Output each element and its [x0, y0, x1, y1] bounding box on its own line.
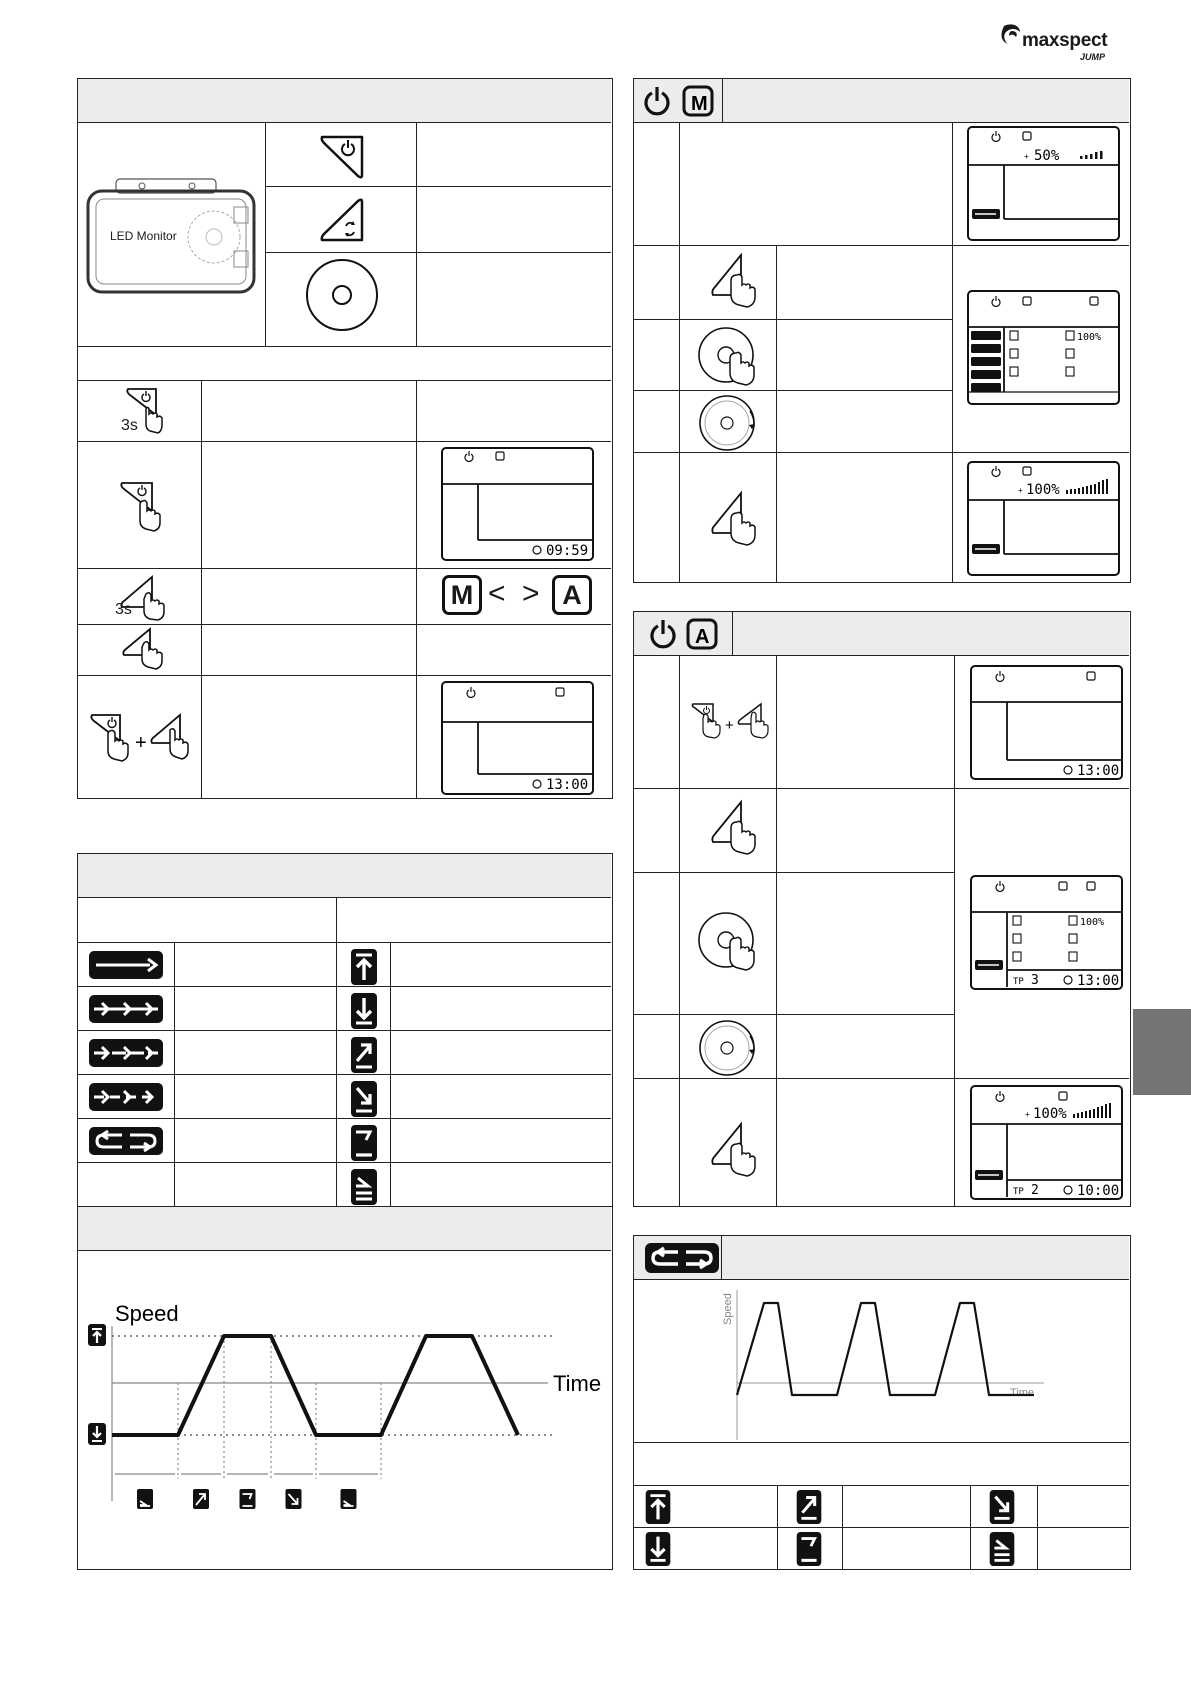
auto-mode-press-2-icon: [707, 1120, 761, 1182]
speed-min-marker-icon: [88, 1423, 106, 1445]
brand-logo: [998, 22, 1123, 70]
manual-mode-panel: [633, 78, 1131, 583]
svg-text:+: +: [1024, 152, 1029, 161]
auto-dial-press-icon: [698, 910, 758, 972]
svg-text:+: +: [135, 732, 147, 754]
lcd-b-time: 13:00: [546, 777, 589, 793]
auto-header-icons: [648, 617, 728, 651]
manual-mode-icon: M: [442, 575, 482, 615]
wave-flow-icon-3: [88, 1082, 164, 1112]
svg-text:+: +: [1025, 1110, 1030, 1119]
speed-chart: [78, 1251, 611, 1567]
toggle-left-arrow: <: [488, 577, 506, 610]
speed-phase-brackets: [115, 1474, 378, 1509]
min-speed-icon: [350, 992, 378, 1030]
lcd-auto-100: [969, 1084, 1124, 1201]
pulse-hold-high-icon: [795, 1531, 823, 1567]
speed-chart-xlabel: Time: [553, 1371, 602, 1396]
speed-phase-icon: [240, 1489, 256, 1509]
lcd-auto-menu-value: 100%: [1080, 917, 1105, 928]
lcd-auto-100-tp-label: TP: [1013, 1187, 1024, 1197]
auto-power-plus-mode-icon: [689, 700, 769, 748]
max-speed-icon: [350, 948, 378, 986]
speed-phase-icon: [137, 1489, 153, 1509]
power-hold-3s-icon: [118, 385, 168, 437]
mode-hold-3s-icon: [116, 573, 166, 623]
power-button-icon: [318, 131, 366, 181]
lcd-auto-menu-time: 13:00: [1077, 973, 1120, 989]
lcd-auto-100-tp: 2: [1031, 1183, 1039, 1198]
mode-press-icon: [120, 627, 166, 673]
auto-mode-icon: A: [552, 575, 592, 615]
lcd-manual-100-level: 100%: [1026, 482, 1060, 498]
power-plus-mode-icon: [88, 711, 192, 769]
pulse-hold-low-icon: [988, 1531, 1016, 1567]
ramp-down-icon: [350, 1080, 378, 1118]
svg-text:A: A: [695, 626, 710, 648]
pulse-chart-xlabel: Time: [1010, 1387, 1035, 1399]
speed-chart-header: [78, 1207, 611, 1251]
controller-panel: [77, 78, 613, 799]
lcd-screen-a: [440, 446, 595, 562]
lcd-auto-1: [969, 664, 1124, 781]
auto-mode-press-icon: [707, 798, 761, 860]
controller-panel-header: [78, 79, 611, 123]
lcd-manual-50-level: 50%: [1034, 148, 1060, 164]
manual-mode-press-icon: [707, 251, 761, 313]
lcd-a-time: 09:59: [546, 543, 589, 559]
pulse-ramp-down-icon: [988, 1489, 1016, 1525]
lcd-auto-1-time: 13:00: [1077, 763, 1120, 779]
pulse-header-icon: [644, 1242, 720, 1274]
constant-flow-icon: [88, 950, 164, 980]
lcd-manual-100: [966, 460, 1121, 577]
legend-panel: [77, 853, 613, 1217]
speed-phase-icon: [286, 1489, 302, 1509]
hold-high-icon: [350, 1124, 378, 1162]
lcd-manual-menu: [966, 289, 1121, 406]
pulse-series-line: [737, 1303, 1034, 1395]
manual-dial-rotate-icon: [697, 393, 757, 453]
product-name: JUMP: [1080, 52, 1106, 62]
lcd-auto-100-level: 100%: [1033, 1106, 1067, 1122]
manual-header-icons: [642, 84, 722, 118]
pulse-mode-panel: [633, 1235, 1131, 1570]
speed-chart-ylabel: Speed: [115, 1301, 179, 1326]
pulse-min-speed-icon: [644, 1531, 672, 1567]
auto-dial-rotate-icon: [697, 1018, 757, 1078]
mode-toggle-graphic: [442, 575, 602, 619]
hold-3s-label: 3s: [121, 417, 138, 434]
pulse-ramp-up-icon: [795, 1489, 823, 1525]
side-tab-marker: [1133, 1009, 1191, 1095]
lcd-screen-b: [440, 680, 595, 796]
pulse-max-speed-icon: [644, 1489, 672, 1525]
speed-phase-icon: [193, 1489, 209, 1509]
logo-mark-icon: [998, 22, 1024, 52]
pulse-chart-ylabel: Speed: [722, 1293, 734, 1325]
wave-flow-icon-2: [88, 1038, 164, 1068]
led-monitor-image: [86, 177, 251, 292]
svg-text:M: M: [691, 93, 708, 115]
svg-text:+: +: [725, 717, 734, 734]
lcd-auto-100-time: 10:00: [1077, 1183, 1120, 1199]
lcd-auto-menu: [969, 874, 1124, 991]
manual-mode-press-2-icon: [707, 489, 761, 551]
led-monitor-label: LED Monitor: [110, 229, 177, 243]
power-press-icon: [116, 479, 166, 537]
lcd-manual-50: [966, 125, 1121, 242]
auto-mode-panel: [633, 611, 1131, 1207]
lcd-auto-menu-tp-label: TP: [1013, 977, 1024, 987]
speed-phase-icon: [341, 1489, 357, 1509]
speed-chart-panel: [77, 1206, 613, 1570]
pulse-chart: [634, 1280, 1129, 1442]
lcd-auto-menu-tp: 3: [1031, 973, 1039, 988]
svg-text:+: +: [1018, 486, 1023, 495]
toggle-right-arrow: >: [522, 577, 540, 610]
wave-flow-icon-1: [88, 994, 164, 1024]
mode-hold-3s-label: 3s: [115, 601, 132, 618]
speed-max-marker-icon: [88, 1324, 106, 1346]
hold-low-icon: [350, 1168, 378, 1206]
brand-name: maxspect: [1022, 30, 1108, 51]
lcd-manual-menu-value: 100%: [1077, 332, 1102, 343]
mode-button-icon: [318, 196, 366, 246]
manual-dial-press-icon: [698, 325, 758, 387]
pulse-flow-icon: [88, 1126, 164, 1156]
dial-icon: [304, 257, 380, 333]
ramp-up-icon: [350, 1036, 378, 1074]
legend-panel-header: [78, 854, 611, 898]
speed-series-line: [112, 1336, 518, 1435]
